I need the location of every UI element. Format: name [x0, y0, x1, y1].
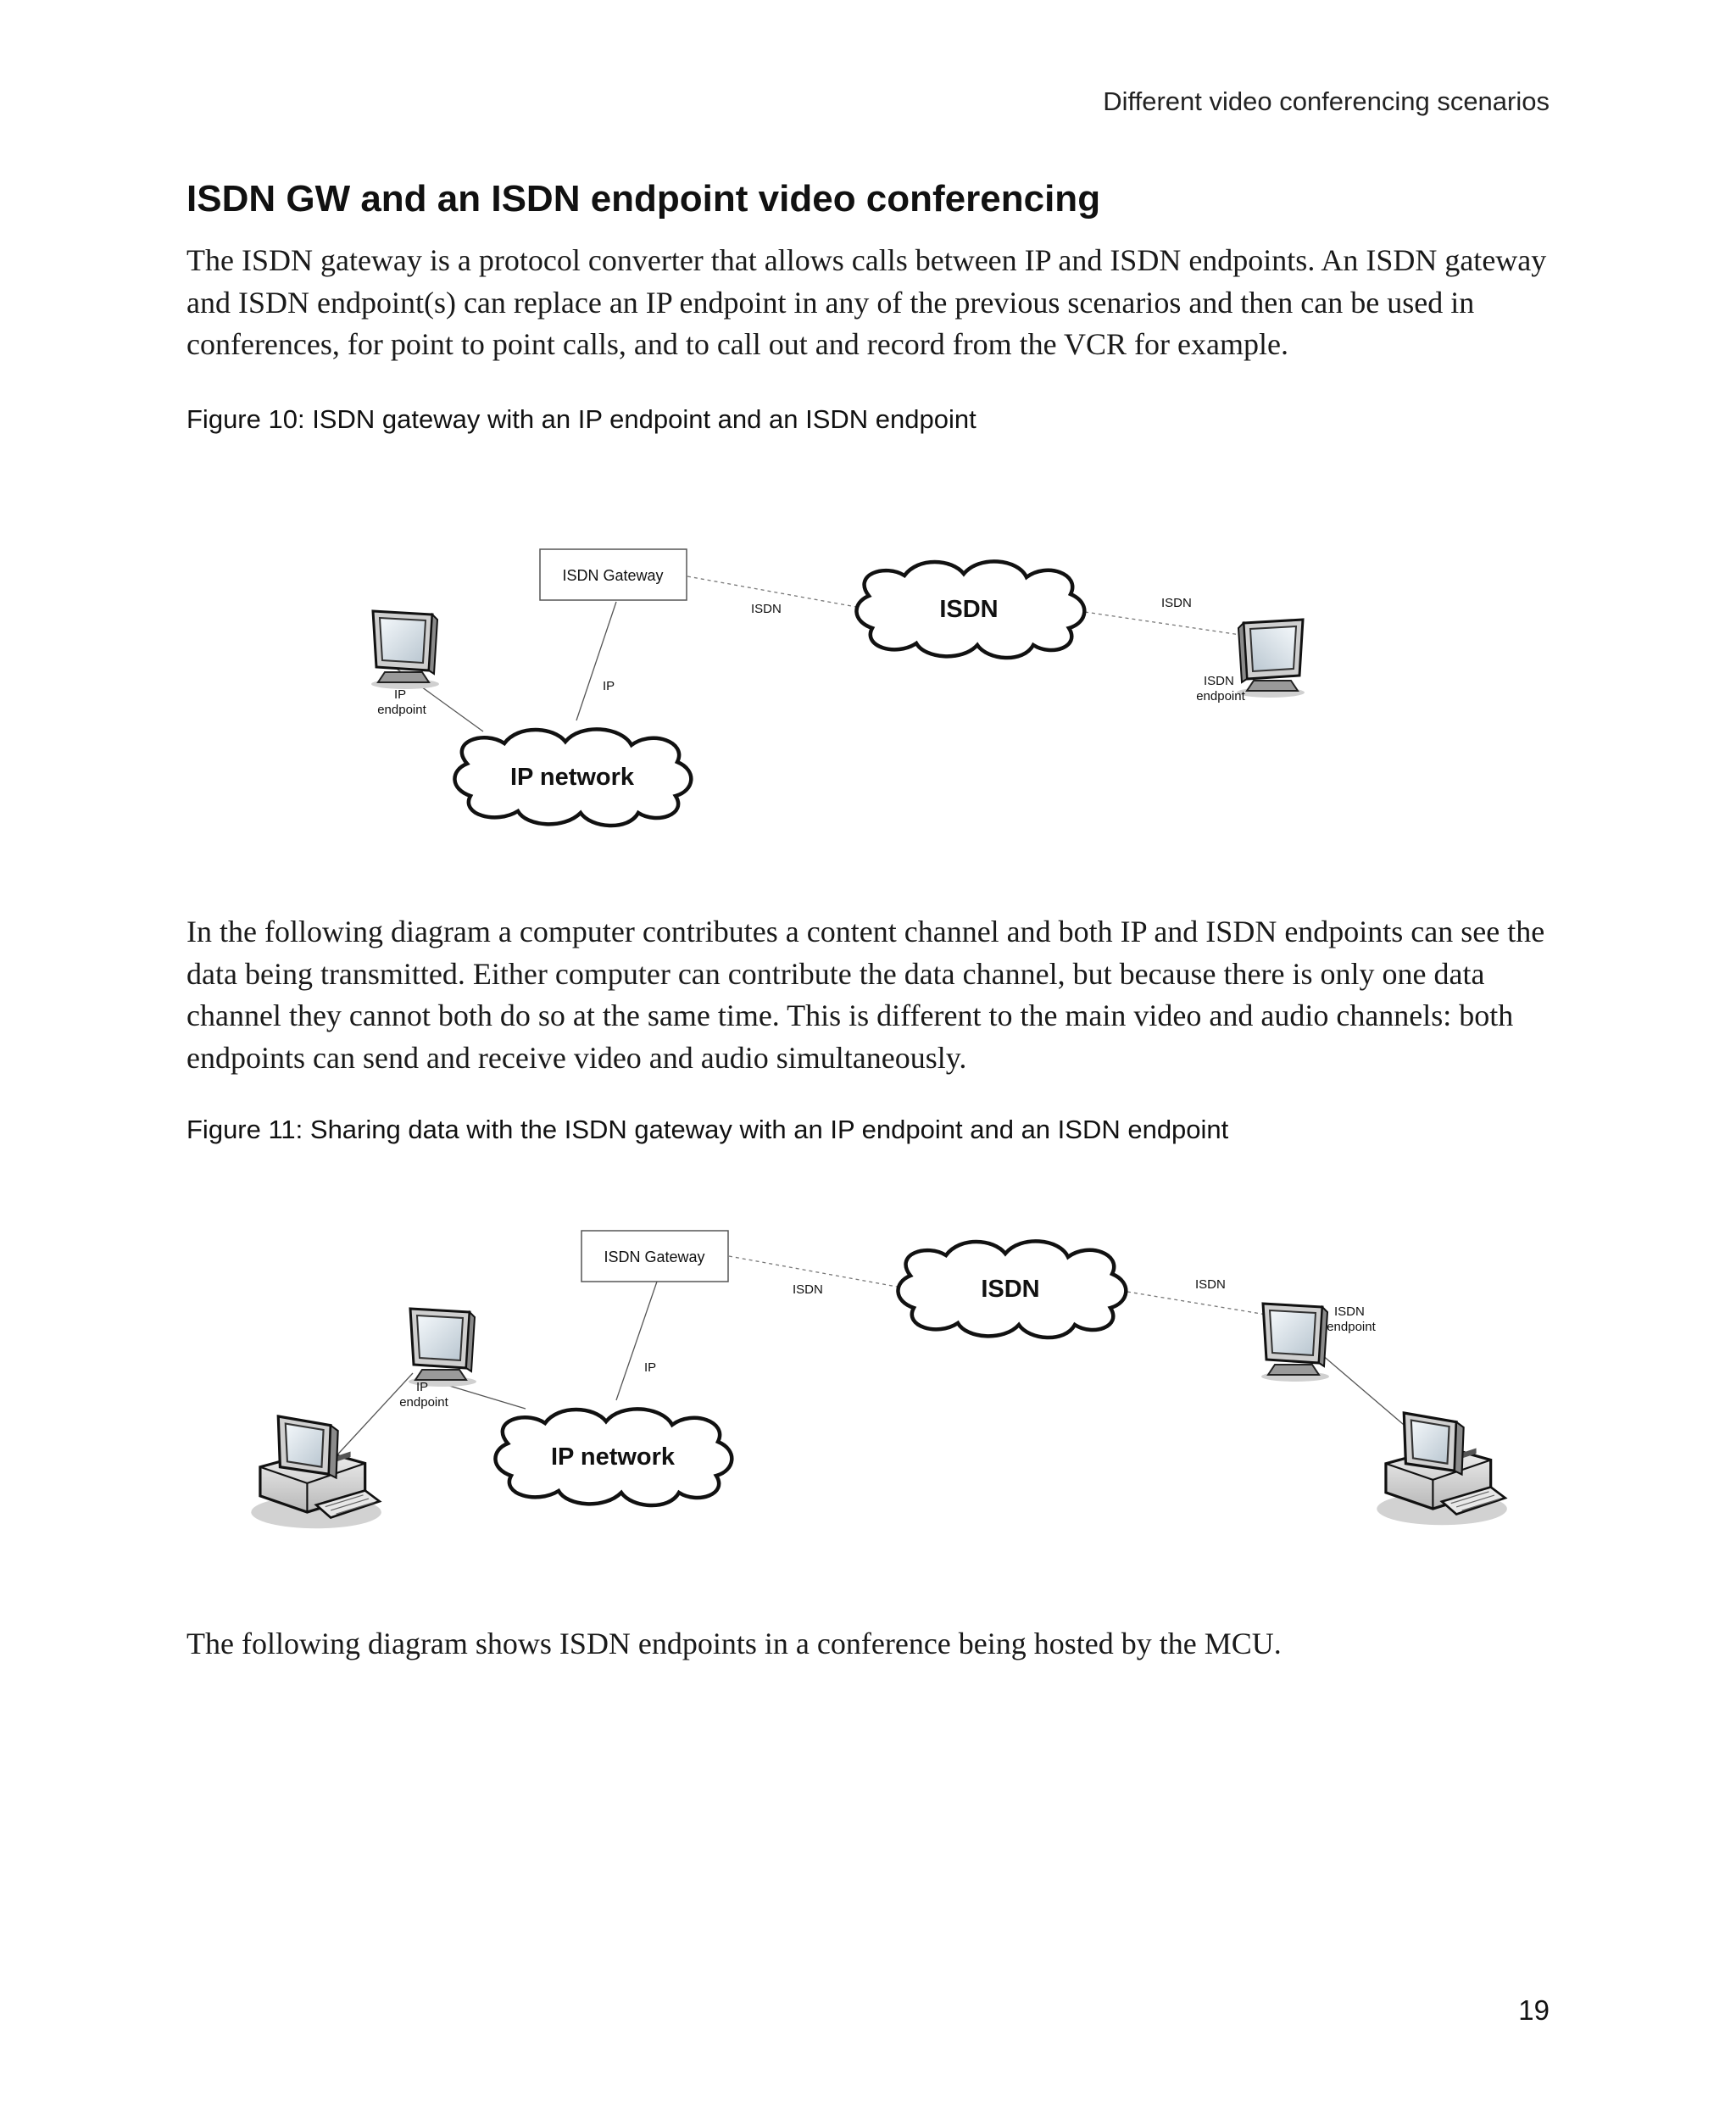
isdn-endpoint-monitor-icon — [1237, 620, 1305, 698]
figure-11-caption: Figure 11: Sharing data with the ISDN gateway with an IP endpoint and an ISDN endpoint — [186, 1115, 1229, 1144]
link-label-gw-isdn: ISDN — [793, 1282, 823, 1297]
figure-11-diagram — [0, 1187, 1736, 1547]
ip-network-cloud-label: IP network — [550, 1443, 676, 1471]
paragraph-intro: The ISDN gateway is a protocol converter that allows calls between IP and ISDN endpoints. An ISDN gateway and ISDN endpoint(s) can replace an IP endpoint in any of the previous scenarios and then can be used in conferences, for point to point calls, and to call out and record from the VCR for example. — [186, 243, 1547, 361]
paragraph-mcu-intro: The following diagram shows ISDN endpoints in a conference being hosted by the MCU. — [186, 1627, 1282, 1660]
paragraph-data-sharing: In the following diagram a computer contributes a content channel and both IP and ISDN endpoints can see the data being transmitted. Either computer can contribute the data channel, but because there is only one data channel they cannot both do so at the same time. This is different to the main video and audio channels: both endpoints can send and receive video and audio simultaneously. — [186, 915, 1545, 1075]
section-title: ISDN GW and an ISDN endpoint video conferencing — [186, 178, 1101, 220]
link-label-isdn-endpoint: ISDN — [1195, 1277, 1226, 1292]
isdn-cloud-label: ISDN — [939, 596, 999, 623]
right-computer-icon — [1377, 1413, 1507, 1525]
isdn-endpoint-label: ISDN endpoint — [1327, 1304, 1376, 1334]
link-label-gw-ip: IP — [603, 679, 615, 693]
figure-10-diagram — [0, 509, 1736, 869]
ip-endpoint-label: IP endpoint — [399, 1380, 448, 1410]
isdn-endpoint-monitor-icon — [1261, 1304, 1329, 1382]
link-label-gw-ip: IP — [644, 1360, 657, 1375]
link-label-isdn-endpoint: ISDN — [1161, 596, 1192, 610]
ip-endpoint-monitor-icon — [409, 1309, 476, 1387]
ip-endpoint-monitor-icon — [371, 611, 439, 689]
link-label-gw-isdn: ISDN — [751, 602, 782, 616]
isdn-gateway-label: ISDN Gateway — [604, 1249, 705, 1265]
isdn-endpoint-label: ISDN endpoint — [1196, 674, 1245, 704]
running-head: Different video conferencing scenarios — [1103, 86, 1550, 116]
ip-network-cloud-label: IP network — [509, 764, 635, 791]
page-number: 19 — [1518, 1994, 1550, 2026]
left-computer-icon — [251, 1416, 381, 1528]
figure-10-caption: Figure 10: ISDN gateway with an IP endpoint and an ISDN endpoint — [186, 404, 976, 434]
ip-endpoint-label: IP endpoint — [377, 687, 426, 717]
isdn-gateway-label: ISDN Gateway — [562, 567, 664, 584]
isdn-cloud-label: ISDN — [981, 1276, 1040, 1303]
